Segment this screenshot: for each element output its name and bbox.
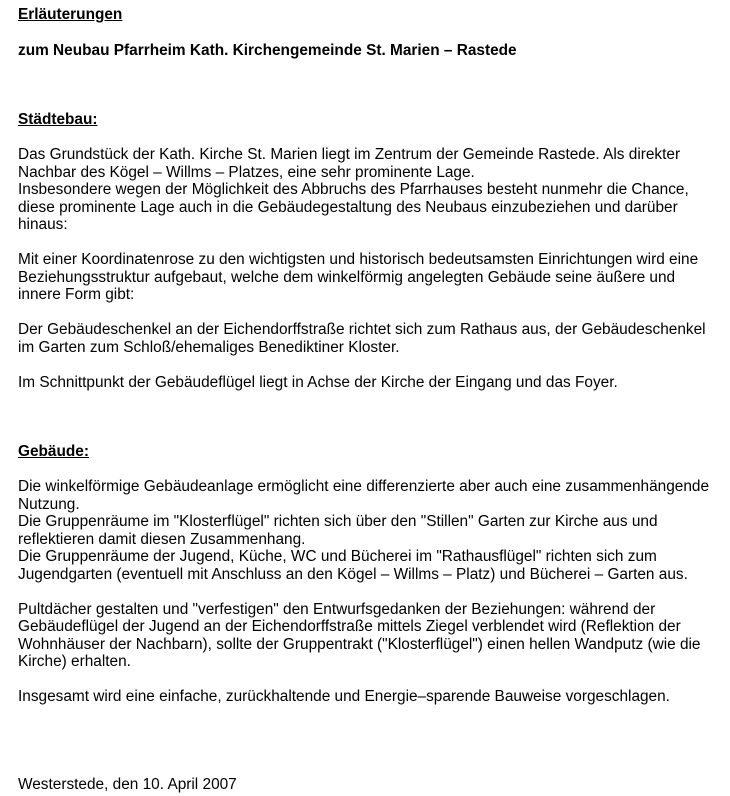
text-line: Wohnhäuser der Nachbarn), sollte der Gruppentrakt ("Klosterflügel") einen hellen Wandputz (wie die [18,635,701,653]
text-line: im Garten zum Schloß/ehemaliges Benediktiner Kloster. [18,338,400,356]
paragraph [18,601,718,671]
text-line: Kirche) erhalten. [18,653,131,670]
text-line: Nutzung. [18,495,80,513]
document-title: Erläuterungen [18,6,123,23]
text-line: Die winkelförmige Gebäudeanlage ermöglicht eine differenzierte aber auch eine zusammenhängende [18,478,710,495]
section-gebaeude [18,443,718,706]
paragraph [18,251,718,304]
text-line: Die Gruppenräume im "Klosterflügel" richten sich über den "Stillen" Garten zur Kirche aus und [18,513,658,530]
text-line: reflektieren damit diesen Zusammenhang. [18,530,306,548]
text-line: diese prominente Lage auch in die Gebäudegestaltung des Neubaus einzubeziehen und darüber [18,198,678,216]
text-line: Insbesondere wegen der Möglichkeit des Abbruchs des Pfarrhauses besteht nunmehr die Chance, [18,181,689,198]
section-heading: Städtebau: [18,111,98,128]
closing-date-line: Westerstede, den 10. April 2007 [18,775,237,793]
paragraph [18,688,718,706]
text-line: Gebäudeflügel der Jugend an der Eichendorffstraße mittels Ziegel verblendet wird (Reflektion der [18,618,681,635]
document-subtitle: zum Neubau Pfarrheim Kath. Kirchengemeinde St. Marien – Rastede [18,41,517,59]
paragraph [18,374,718,392]
text-line: Die Gruppenräume der Jugend, Küche, WC und Bücherei im "Rathausflügel" richten sich zum [18,548,657,565]
document [18,6,718,793]
text-line: innere Form gibt: [18,286,135,303]
spacer [18,391,718,443]
text-line: Nachbar des Kögel – Willms – Platzes, eine sehr prominente Lage. [18,163,475,181]
paragraph [18,321,718,356]
text-line: Pultdächer gestalten und "verfestigen" den Entwurfsgedanken der Beziehungen: während der [18,600,656,618]
spacer [18,706,718,776]
section-heading: Gebäude: [18,443,89,460]
text-line: hinaus: [18,216,68,233]
spacer [18,59,718,111]
text-line: Mit einer Koordinatenrose zu den wichtigsten und historisch bedeutsamsten Einrichtungen wird eine [18,251,699,268]
text-line: Beziehungsstruktur aufgebaut, welche dem winkelförmig angelegten Gebäude seine äußere und [18,268,676,286]
text-line: Der Gebäudeschenkel an der Eichendorffstraße richtet sich zum Rathaus aus, der Gebäudeschenkel [18,321,706,338]
text-line: Das Grundstück der Kath. Kirche St. Marien liegt im Zentrum der Gemeinde Rastede. Als direkter [18,146,681,163]
paragraph [18,478,718,583]
text-line: Jugendgarten (eventuell mit Anschluss an den Kögel – Willms – Platz) und Bücherei – Garten aus. [18,565,688,583]
text-line: Insgesamt wird eine einfache, zurückhaltende und Energie–sparende Bauweise vorgeschlagen. [18,688,670,705]
paragraph [18,146,718,234]
text-line: Im Schnittpunkt der Gebäudeflügel liegt in Achse der Kirche der Eingang und das Foyer. [18,373,618,391]
section-staedtebau [18,111,718,391]
